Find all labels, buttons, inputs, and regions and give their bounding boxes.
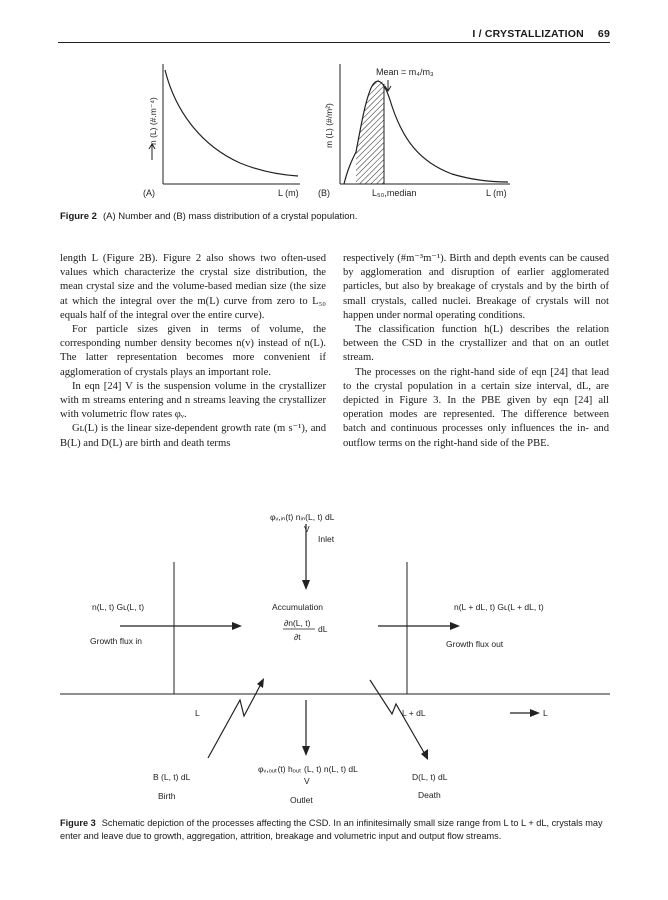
birth-term: B (L, t) dL — [153, 772, 191, 782]
panel-a-curve — [165, 70, 298, 176]
death-term: D(L, t) dL — [412, 772, 448, 782]
panel-a-y-arrow — [149, 144, 155, 160]
outlet-label: Outlet — [290, 795, 313, 805]
panel-a-xlabel: L (m) — [278, 188, 299, 198]
growth-in-term: n(L, t) Gʟ(L, t) — [92, 602, 145, 612]
death-arrow — [370, 680, 426, 756]
accumulation-denominator: ∂t — [294, 632, 301, 642]
page-number: 69 — [597, 28, 610, 40]
inlet-denominator: V — [304, 524, 310, 534]
death-arrowhead — [421, 749, 428, 760]
growth-out-label: Growth flux out — [446, 639, 504, 649]
growth-out-arrowhead — [450, 622, 460, 630]
figure-3-number: Figure 3 — [60, 818, 96, 828]
growth-in-arrowhead — [232, 622, 242, 630]
figure-2 — [0, 0, 668, 210]
birth-arrow — [208, 682, 262, 758]
accumulation-label: Accumulation — [272, 602, 324, 612]
section-title: I / CRYSTALLIZATION — [472, 28, 584, 40]
accumulation-dl: dL — [318, 624, 328, 634]
birth-label: Birth — [158, 791, 176, 801]
figure-2-caption-text: (A) Number and (B) mass distribution of a crystal population. — [102, 211, 358, 222]
panel-b-xlabel: L (m) — [486, 188, 507, 198]
panel-b-ylabel: m (L) (#/m²) — [324, 103, 334, 148]
panel-b-median-label: L₅₀,median — [372, 188, 417, 198]
birth-arrowhead — [257, 678, 264, 688]
paragraph: In eqn [24] V is the suspension volume in the crystallizer with m streams entering and n streams leaving the crystallizer with volumetric flow rates φᵥ. — [60, 380, 326, 421]
outlet-denominator: V — [304, 776, 310, 786]
paragraph: The processes on the right-hand side of eqn [24] that lead to the crystal population in a certain size interval, dL, are depicted in Figure 3. In the PBE given by eqn [24] all operation modes are represented. The difference between batch and continuous processes only influences the in- and outflow terms on the right-hand side of the PBE. — [343, 366, 609, 449]
panel-b-mean-label: Mean = m₄/m₃ — [376, 67, 434, 77]
size-axis-arrowhead — [530, 709, 540, 717]
panel-b — [318, 64, 510, 198]
figure-3-caption-text: Schematic depiction of the processes affecting the CSD. In an infinitesimally small size range from L to L + dL, crystals may enter and leave due to growth, aggregation, attrition, breakage and volumetric input and output flow streams. — [60, 818, 603, 841]
figure-3-caption — [60, 817, 616, 843]
growth-out-term: n(L + dL, t) Gʟ(L + dL, t) — [454, 602, 544, 612]
size-axis-l: L — [195, 708, 200, 718]
growth-in-label: Growth flux in — [90, 636, 142, 646]
size-axis-l-dl: L + dL — [402, 708, 426, 718]
accumulation-numerator: ∂n(L, t) — [284, 618, 311, 628]
paragraph: For particle sizes given in terms of volume, the corresponding number density becomes n(v) instead of n(L). The latter representation becomes more convenient if agglomeration of crystals plays an important role. — [60, 324, 326, 378]
paragraph: length L (Figure 2B). Figure 2 also shows two often-used values which characterize the crystal size distribution, the mean crystal size and the volume-based median size (the size at which the integral over the m(L) curve from zero to L₅₀ equals half of the integral over the entire curve). — [60, 253, 326, 321]
inlet-label: Inlet — [318, 534, 335, 544]
panel-a — [143, 64, 300, 198]
paragraph: Gʟ(L) is the linear size-dependent growth rate (m s⁻¹), and B(L) and D(L) are birth and death terms — [60, 423, 326, 449]
inlet-arrowhead — [302, 580, 310, 590]
panel-b-tag: (B) — [318, 188, 330, 198]
size-axis-end-label: L — [543, 708, 548, 718]
figure-2-number: Figure 2 — [60, 211, 97, 222]
body-right-column — [343, 252, 609, 451]
panel-a-tag: (A) — [143, 188, 155, 198]
outlet-arrowhead — [302, 746, 310, 756]
paragraph: The classification function h(L) describes the relation between the CSD in the crystallizer and that on an outlet stream. — [343, 324, 609, 364]
figure-2-caption — [60, 211, 620, 222]
outlet-term: φᵥ,ₒᵤₜ(t) hₒᵤₜ (L, t) n(L, t) dL — [258, 764, 358, 774]
death-label: Death — [418, 790, 441, 800]
body-left-column — [60, 252, 326, 451]
paragraph: respectively (#m⁻³m⁻¹). Birth and depth events can be caused by agglomeration and disruption of earlier agglomerated particles, but also by breakage of crystals and by the birth of small crystals, called nuclei. Breakage of crystals will not happen under normal operating conditions. — [343, 253, 609, 321]
panel-a-ylabel: n (L) (#.m⁻⁴) — [148, 97, 158, 145]
inlet-term: φᵥ,ᵢₙ(t) nᵢₙ(L, t) dL — [270, 512, 335, 522]
